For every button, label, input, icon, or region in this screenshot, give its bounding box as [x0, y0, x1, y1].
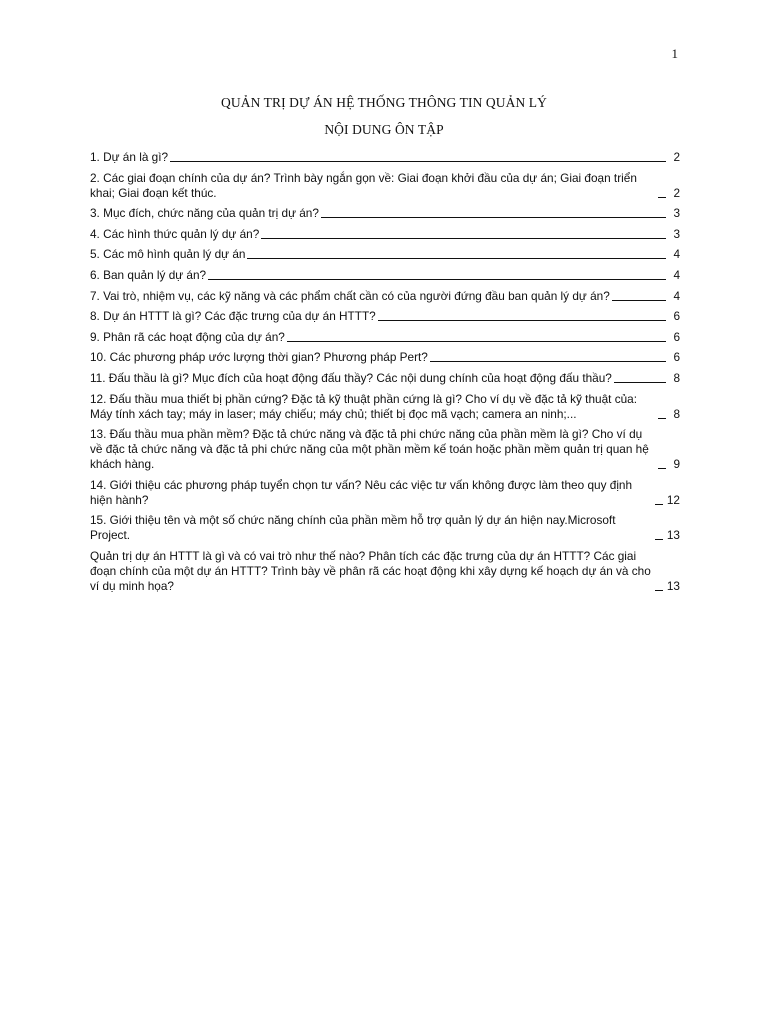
toc-leader-line [612, 300, 666, 301]
toc-entry-text: 9. Phân rã các hoạt động của dự án? [90, 329, 285, 344]
toc-entry[interactable] [90, 171, 680, 201]
toc-entry-text: 13. Đấu thầu mua phần mềm? Đặc tả chức năng và đặc tả phi chức năng của phần mềm là gì? Cho ví dụ về đặc tả chức năng và đặc tả phi chức năng của một phần mềm kế toán hoặc phần mềm quản trị quan hệ khách hàng. [90, 427, 649, 472]
toc-entry[interactable] [90, 330, 680, 345]
toc-entry-page: 3 [673, 226, 680, 241]
toc-leader-line [655, 504, 663, 505]
toc-entry[interactable] [90, 247, 680, 262]
toc-entry-page: 2 [673, 150, 680, 164]
toc-leader-line [658, 418, 666, 419]
toc-entry-page: 9 [673, 457, 680, 472]
toc-entry-page: 4 [673, 247, 680, 262]
toc-entry[interactable] [90, 371, 680, 386]
toc-entry-text: Quản trị dự án HTTT là gì và có vai trò như thế nào? Phân tích các đặc trưng của dự án HTTT? Các giai đoạn chính của một dự án HTTT? Trình bày về phân rã các hoạt động khi xây dựng kế hoạch dự án và cho ví dụ minh họa? [90, 548, 651, 593]
toc-entry[interactable] [90, 289, 680, 304]
toc-leader-line [655, 539, 663, 540]
toc-entry[interactable] [90, 309, 680, 324]
toc-entry[interactable] [90, 427, 680, 472]
toc-entry-text: 10. Các phương pháp ước lượng thời gian? Phương pháp Pert? [90, 350, 428, 365]
toc-entry-page: 6 [673, 350, 680, 365]
toc-entry-page: 3 [673, 206, 680, 221]
toc-entry-text: 7. Vai trò, nhiệm vụ, các kỹ năng và các phẩm chất cần có của người đứng đầu ban quản lý dự án? [90, 288, 610, 303]
toc-leader-line [378, 320, 666, 321]
toc-leader-line [655, 590, 663, 591]
toc-entry-page: 13 [666, 528, 680, 543]
toc-entry-page: 2 [673, 185, 680, 200]
toc-entry-text: 8. Dự án HTTT là gì? Các đặc trưng của dự án HTTT? [90, 309, 376, 324]
toc-entry-text: 15. Giới thiệu tên và một số chức năng chính của phần mềm hỗ trợ quản lý dự án hiện nay.Microsoft Project. [90, 513, 616, 543]
page-number: 1 [671, 46, 678, 61]
toc-entry-text: 11. Đấu thầu là gì? Mục đích của hoạt động đấu thầy? Các nội dung chính của hoạt động đấu thầu? [90, 370, 612, 385]
document-title: QUẢN TRỊ DỰ ÁN HỆ THỐNG THÔNG TIN QUẢN LÝ [221, 95, 547, 110]
toc-entry-text: 12. Đấu thầu mua thiết bị phần cứng? Đặc tả kỹ thuật phần cứng là gì? Cho ví dụ về đặc tả kỹ thuật của: Máy tính xách tay; máy in laser; máy chiếu; máy chủ; thiết bị đọc mã vạch; camera an ninh;... [90, 391, 637, 421]
toc-entry-page: 8 [673, 406, 680, 421]
toc-leader-line [170, 161, 666, 162]
toc-leader-line [261, 238, 666, 239]
toc-leader-line [658, 468, 666, 469]
toc-leader-line [658, 197, 666, 198]
toc-entry-page: 6 [673, 329, 680, 344]
toc-leader-line [247, 258, 666, 259]
toc-leader-line [430, 361, 666, 362]
toc-entry-page: 13 [666, 578, 680, 593]
toc-entry-page: 8 [673, 370, 680, 385]
toc-entry[interactable] [90, 206, 680, 221]
toc-entry[interactable] [90, 549, 680, 594]
toc-entry-page: 6 [673, 309, 680, 324]
toc-leader-line [208, 279, 666, 280]
toc-entry-page: 4 [673, 288, 680, 303]
document-subtitle: NỘI DUNG ÔN TẬP [324, 122, 444, 137]
toc-entry-text: 2. Các giai đoạn chính của dự án? Trình bày ngắn gọn về: Giai đoạn khởi đầu của dự án; Giai đoạn triển khai; Giai đoạn kết thúc. [90, 170, 637, 200]
toc-entry[interactable] [90, 227, 680, 242]
toc-entry[interactable] [90, 392, 680, 422]
toc-leader-line [321, 217, 666, 218]
toc-entry[interactable] [90, 350, 680, 365]
toc-entry-text: 1. Dự án là gì? [90, 150, 169, 164]
toc-entry-text: 14. Giới thiệu các phương pháp tuyển chọn tư vấn? Nêu các việc tư vấn không được làm theo quy định hiện hành? [90, 477, 633, 507]
toc-entry-text: 4. Các hình thức quản lý dự án? [90, 226, 260, 241]
toc-entry-text: 6. Ban quản lý dự án? [90, 267, 207, 282]
toc-entry-page: 4 [673, 267, 680, 282]
toc-leader-line [287, 341, 666, 342]
toc-entry[interactable] [90, 268, 680, 283]
toc-entry-text: 3. Mục đích, chức năng của quản trị dự án? [90, 206, 319, 221]
toc-entry[interactable] [90, 513, 680, 543]
toc-leader-line [614, 382, 666, 383]
toc-entry-text: 5. Các mô hình quản lý dự án [90, 247, 246, 262]
toc-entry-page: 12 [666, 492, 680, 507]
toc-entry[interactable] [90, 478, 680, 508]
table-of-contents [90, 150, 680, 600]
toc-entry[interactable] [90, 150, 680, 165]
